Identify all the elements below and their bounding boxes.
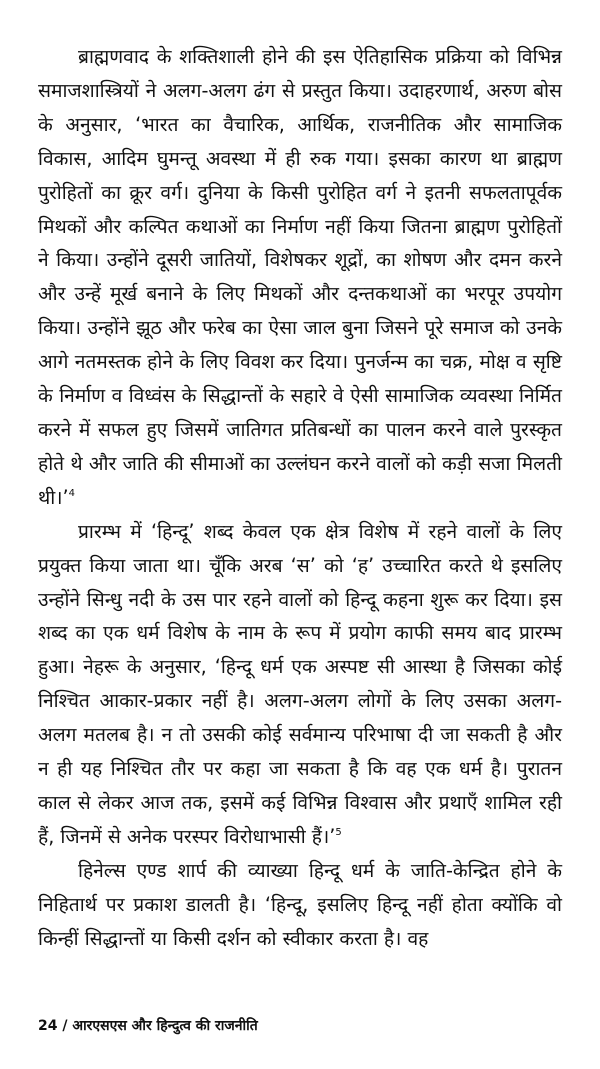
paragraph-2 bbox=[38, 515, 562, 854]
paragraph-1 bbox=[38, 40, 562, 515]
page-footer: 24 / आरएसएस और हिन्दुत्व की राजनीति bbox=[38, 1018, 258, 1034]
paragraph-3 bbox=[38, 854, 562, 956]
paragraph-2-text: प्रारम्भ में ‘हिन्दू’ शब्द केवल एक क्षेत्र विशेष में रहने वालों के लिए प्रयुक्त किया जाता था। चूँकि अरब ‘स’ को ‘ह’ उच्चारित करते थे इसलिए उन्होंने सिन्धु नदी के उस पार रहने वालों को हिन्दू कहना शुरू कर दिया। इस शब्द का एक धर्म विशेष के नाम के रूप में प्रयोग काफी समय बाद प्रारम्भ हुआ। नेहरू के अनुसार, ‘हिन्दू धर्म एक अस्पष्ट सी आस्था है जिसका कोई निश्चित आकार-प्रकार नहीं है। अलग-अलग लोगों के लिए उसका अलग-अलग मतलब है। न तो उसकी कोई सर्वमान्य परिभाषा दी जा सकती है और न ही यह निश्चित तौर पर कहा जा सकता है कि वह एक धर्म है। पुरातन काल से लेकर आज तक, इसमें कई विभिन्न विश्वास और प्रथाएँ शामिल रही हैं, जिनमें से अनेक परस्पर विरोधाभासी हैं।’ bbox=[38, 519, 562, 848]
footnote-marker-4: 4 bbox=[68, 487, 75, 499]
body-text bbox=[38, 40, 562, 955]
paragraph-1-text: ब्राह्मणवाद के शक्तिशाली होने की इस ऐतिहासिक प्रक्रिया को विभिन्न समाजशास्त्रियों ने अलग-अलग ढंग से प्रस्तुत किया। उदाहरणार्थ, अरुण बोस के अनुसार, ‘भारत का वैचारिक, आर्थिक, राजनीतिक और सामाजिक विकास, आदिम घुमन्तू अवस्था में ही रुक गया। इसका कारण था ब्राह्मण पुरोहितों का क्रूर वर्ग। दुनिया के किसी पुरोहित वर्ग ने इतनी सफलतापूर्वक मिथकों और कल्पित कथाओं का निर्माण नहीं किया जितना ब्राह्मण पुरोहितों ने किया। उन्होंने दूसरी जातियों, विशेषकर शूद्रों, का शोषण और दमन करने और उन्हें मूर्ख बनाने के लिए मिथकों और दन्तकथाओं का भरपूर उपयोग किया। उन्होंने झूठ और फरेब का ऐसा जाल बुना जिसने पूरे समाज को उनके आगे नतमस्तक होने के लिए विवश कर दिया। पुनर्जन्म का चक्र, मोक्ष व सृष्टि के निर्माण व विध्वंस के सिद्धान्तों के सहारे वे ऐसी सामाजिक व्यवस्था निर्मित करने में सफल हुए जिसमें जातिगत प्रतिबन्धों का पालन करने वाले पुरस्कृत होते थे और जाति की सीमाओं का उल्लंघन करने वालों को कड़ी सजा मिलती थी।’ bbox=[38, 45, 562, 509]
footnote-marker-5: 5 bbox=[335, 826, 342, 838]
paragraph-3-text: हिनेल्स एण्ड शार्प की व्याख्या हिन्दू धर्म के जाति-केन्द्रित होने के निहितार्थ पर प्रकाश डालती है। ‘हिन्दू, इसलिए हिन्दू नहीं होता क्योंकि वो किन्हीं सिद्धान्तों या किसी दर्शन को स्वीकार करता है। वह bbox=[38, 858, 562, 950]
